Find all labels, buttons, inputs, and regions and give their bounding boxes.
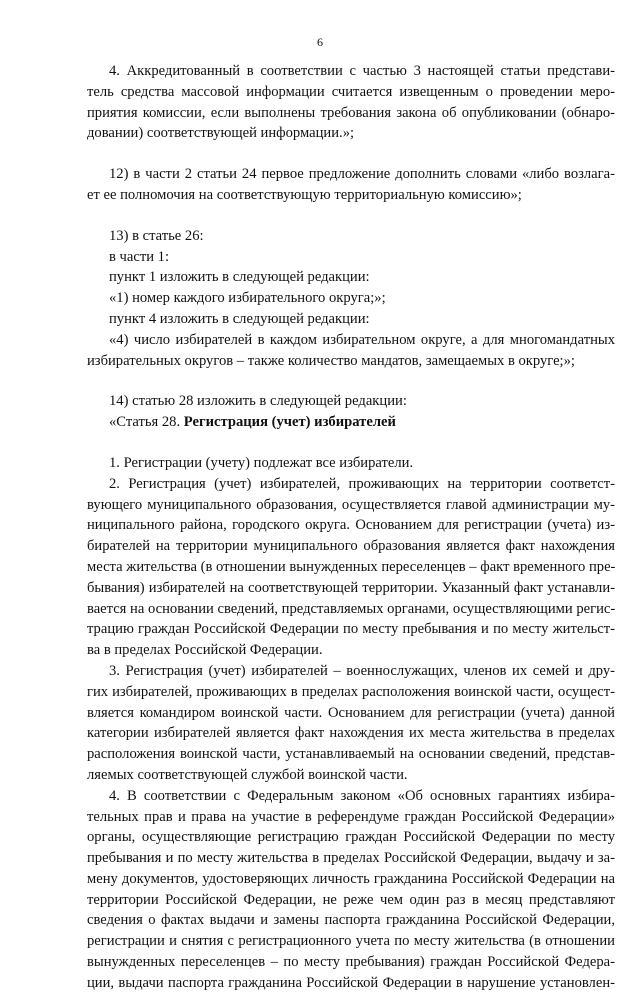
paragraph-item-12 [87, 164, 615, 206]
text-line: ции, выдачи паспорта гражданина Российской Федерации в нарушение установлен- [87, 974, 615, 991]
text-line: ет ее полномочия на соответствующую территориальную комиссию»; [87, 186, 522, 203]
text-line: ниципального района, городского округа. Основанием для регистрации (учета) из- [87, 517, 615, 534]
spacer [87, 144, 615, 164]
text-line: категории избирателей является факт нахождения их места жительства в пределах [87, 725, 615, 742]
text-line: регистрации и снятия с регистрационного учета по месту жительства (в отношении [87, 933, 615, 950]
text-line: органы, осуществляющие регистрацию граждан Российской Федерации по месту [87, 829, 615, 846]
paragraph-item-13 [87, 226, 615, 372]
text-line: бирателей на территории муниципального образования является факт нахождения [87, 538, 615, 555]
text-line: в части 1: [109, 248, 170, 265]
text-line: 3. Регистрация (учет) избирателей – военнослужащих, членов их семей и дру- [109, 662, 615, 679]
text-line: гих избирателей, проживающих в пределах расположения воинской части, осущест- [87, 683, 615, 700]
paragraph-item-14 [87, 391, 615, 433]
paragraph-accredited-media [87, 61, 615, 144]
text-line: «4) число избирателей в каждом избирательном округе, а для многомандатных [109, 331, 615, 348]
article-prefix: «Статья 28. [109, 414, 184, 431]
spacer [87, 371, 615, 391]
text-line: расположения воинской части, устанавливаемый на основании сведений, представ- [87, 746, 615, 763]
section-2 [87, 474, 615, 661]
text-line: 4. В соответствии с Федеральным законом «Об основных гарантиях избира- [109, 787, 615, 804]
text-line: территории Российской Федерации, не реже чем один раз в месяц представляют [87, 891, 615, 908]
text-line: трацию граждан Российской Федерации по месту пребывания и по месту жительст- [87, 621, 615, 638]
text-line: ляемых соответствующей службой воинской части. [87, 766, 408, 783]
text-line: 1. Регистрации (учету) подлежат все избиратели. [109, 454, 414, 471]
text-line: 12) в части 2 статьи 24 первое предложение дополнить словами «либо возлага- [109, 166, 615, 183]
spacer [87, 206, 615, 226]
text-line: 2. Регистрация (учет) избирателей, проживающих на территории соответст- [109, 475, 615, 492]
section-4 [87, 786, 615, 994]
spacer [87, 433, 615, 453]
section-3 [87, 661, 615, 786]
text-line: бывания) избирателей на соответствующей территории. Указанный факт устанавли- [87, 579, 615, 596]
page-number: 6 [317, 35, 323, 49]
text-line: вается на основании сведений, представляемых органами, осуществляющими регис- [87, 600, 616, 617]
text-line: сведения о фактах выдачи и замены паспорта гражданина Российской Федерации, [87, 912, 615, 929]
text-line: избирательных округов – также количество мандатов, замещаемых в округе;»; [87, 352, 575, 369]
text-line: вующего муниципального образования, осуществляется главой администрации му- [87, 496, 615, 513]
text-line: 14) статью 28 изложить в следующей редакции: [109, 393, 407, 410]
text-line: «1) номер каждого избирательного округа;»; [109, 290, 386, 307]
text-line: пункт 1 изложить в следующей редакции: [109, 269, 370, 286]
article-heading [87, 412, 615, 433]
section-1 [87, 453, 615, 474]
text-line: 4. Аккредитованный в соответствии с частью 3 настоящей статьи представи- [109, 63, 615, 79]
text-line: довании) соответствующей информации.»; [87, 125, 355, 142]
text-line: пункт 4 изложить в следующей редакции: [109, 310, 370, 327]
document-body [87, 61, 615, 994]
text-line: тельных прав и права на участие в референдуме граждан Российской Федерации» [87, 808, 615, 825]
text-line: тель средства массовой информации считается извещенным о проведении меро- [87, 83, 615, 100]
text-line: приятия комиссии, если выполнены требования закона об опубликовании (обнаро- [87, 104, 615, 121]
text-line: ва в пределах Российской Федерации. [87, 642, 323, 659]
text-line: 13) в статье 26: [109, 227, 204, 244]
text-line: места жительства (в отношении вынужденных переселенцев – факт временного пре- [87, 558, 616, 575]
text-line: вынужденных переселенцев – по месту пребывания) граждан Российской Федера- [87, 954, 615, 971]
text-line: вляется командиром воинской части. Основанием для регистрации (учета) данной [87, 704, 615, 721]
text-line: пребывания и по месту жительства в пределах Российской Федерации, выдачу и за- [87, 850, 615, 867]
article-title: Регистрация (учет) избирателей [183, 414, 396, 431]
text-line: мену документов, удостоверяющих личность гражданина Российской Федерации на [87, 870, 615, 887]
